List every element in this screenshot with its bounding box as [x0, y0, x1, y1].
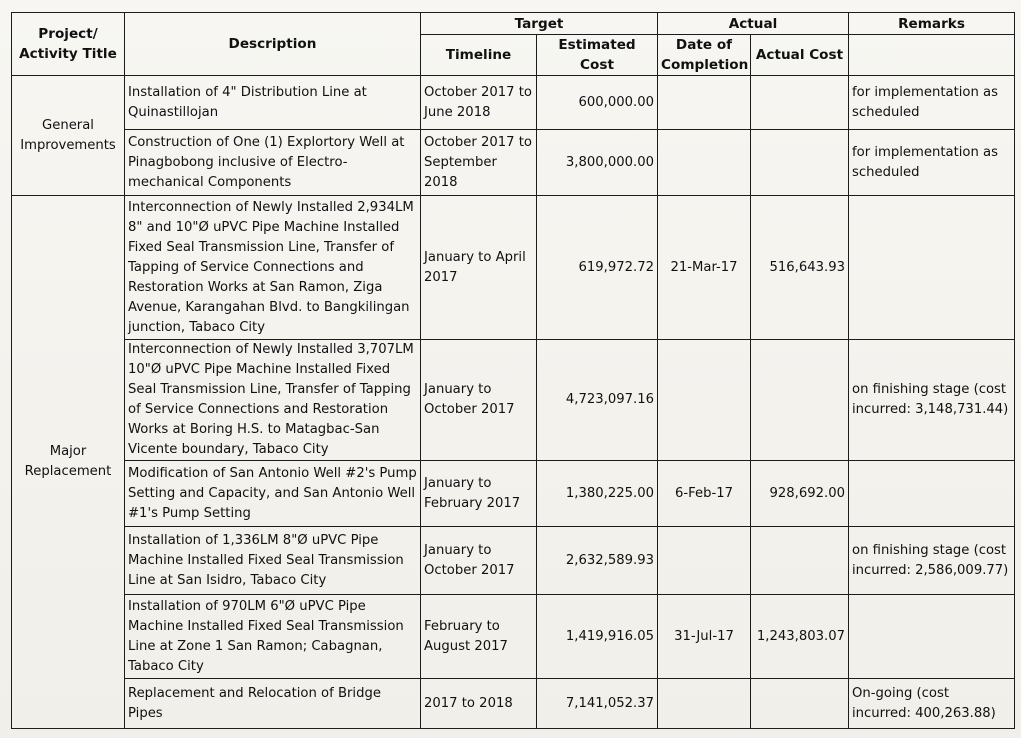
cell-timeline: October 2017 to June 2018 — [421, 76, 537, 130]
group-major-replacement: Major Replacement — [12, 196, 125, 729]
cell-date-of-completion — [658, 679, 751, 729]
table-row — [12, 679, 1015, 729]
cell-date-of-completion: 21-Mar-17 — [658, 196, 751, 340]
header-project-title: Project/ Activity Title — [12, 13, 125, 76]
cell-description: Replacement and Relocation of Bridge Pipes — [125, 679, 421, 729]
cell-timeline: January to October 2017 — [421, 527, 537, 595]
cell-remarks: for implementation as scheduled — [849, 130, 1015, 196]
header-description: Description — [125, 13, 421, 76]
header-timeline: Timeline — [421, 35, 537, 76]
cell-actual-cost — [751, 527, 849, 595]
cell-description: Installation of 4" Distribution Line at Quinastillojan — [125, 76, 421, 130]
cell-actual-cost: 1,243,803.07 — [751, 595, 849, 679]
cell-estimated-cost: 4,723,097.16 — [537, 340, 658, 461]
cell-remarks: on finishing stage (cost incurred: 2,586,009.77) — [849, 527, 1015, 595]
cell-timeline: January to February 2017 — [421, 461, 537, 527]
cell-date-of-completion — [658, 130, 751, 196]
cell-remarks: for implementation as scheduled — [849, 76, 1015, 130]
cell-date-of-completion: 6-Feb-17 — [658, 461, 751, 527]
cell-date-of-completion — [658, 76, 751, 130]
cell-estimated-cost: 1,380,225.00 — [537, 461, 658, 527]
header-row-1 — [12, 13, 1015, 35]
cell-description: Modification of San Antonio Well #2's Pump Setting and Capacity, and San Antonio Well #1's Pump Setting — [125, 461, 421, 527]
cell-timeline: 2017 to 2018 — [421, 679, 537, 729]
cell-actual-cost: 928,692.00 — [751, 461, 849, 527]
cell-estimated-cost: 619,972.72 — [537, 196, 658, 340]
cell-estimated-cost: 1,419,916.05 — [537, 595, 658, 679]
project-table — [11, 12, 1015, 729]
header-date-of-completion: Date of Completion — [658, 35, 751, 76]
header-estimated-cost: Estimated Cost — [537, 35, 658, 76]
header-remarks-blank — [849, 35, 1015, 76]
header-remarks: Remarks — [849, 13, 1015, 35]
cell-remarks — [849, 595, 1015, 679]
cell-timeline: January to April 2017 — [421, 196, 537, 340]
cell-timeline: October 2017 to September 2018 — [421, 130, 537, 196]
cell-remarks: on finishing stage (cost incurred: 3,148,731.44) — [849, 340, 1015, 461]
cell-estimated-cost: 600,000.00 — [537, 76, 658, 130]
cell-actual-cost: 516,643.93 — [751, 196, 849, 340]
table-row — [12, 340, 1015, 461]
cell-actual-cost — [751, 679, 849, 729]
header-actual: Actual — [658, 13, 849, 35]
table-row — [12, 595, 1015, 679]
cell-actual-cost — [751, 130, 849, 196]
table-row — [12, 130, 1015, 196]
cell-remarks — [849, 196, 1015, 340]
cell-actual-cost — [751, 76, 849, 130]
table-row — [12, 461, 1015, 527]
cell-remarks: On-going (cost incurred: 400,263.88) — [849, 679, 1015, 729]
table-row — [12, 196, 1015, 340]
cell-date-of-completion — [658, 340, 751, 461]
cell-estimated-cost: 2,632,589.93 — [537, 527, 658, 595]
cell-date-of-completion — [658, 527, 751, 595]
cell-description: Installation of 1,336LM 8"Ø uPVC Pipe Machine Installed Fixed Seal Transmission Line at San Isidro, Tabaco City — [125, 527, 421, 595]
cell-timeline: January to October 2017 — [421, 340, 537, 461]
cell-description: Interconnection of Newly Installed 2,934LM 8" and 10"Ø uPVC Pipe Machine Installed Fixed Seal Transmission Line, Transfer of Tapping of Service Connections and Restoration Works at San Ramon, Ziga Avenue, Karangahan Blvd. to Bangkilingan junction, Tabaco City — [125, 196, 421, 340]
table-row — [12, 76, 1015, 130]
table-row — [12, 527, 1015, 595]
cell-actual-cost — [751, 340, 849, 461]
cell-description: Installation of 970LM 6"Ø uPVC Pipe Machine Installed Fixed Seal Transmission Line at Zone 1 San Ramon; Cabagnan, Tabaco City — [125, 595, 421, 679]
cell-estimated-cost: 3,800,000.00 — [537, 130, 658, 196]
group-general-improvements: General Improvements — [12, 76, 125, 196]
cell-estimated-cost: 7,141,052.37 — [537, 679, 658, 729]
cell-timeline: February to August 2017 — [421, 595, 537, 679]
cell-date-of-completion: 31-Jul-17 — [658, 595, 751, 679]
cell-remarks — [849, 461, 1015, 527]
header-actual-cost: Actual Cost — [751, 35, 849, 76]
header-target: Target — [421, 13, 658, 35]
cell-description: Construction of One (1) Explortory Well at Pinagbobong inclusive of Electro-mechanical Components — [125, 130, 421, 196]
cell-description: Interconnection of Newly Installed 3,707LM 10"Ø uPVC Pipe Machine Installed Fixed Seal Transmission Line, Transfer of Tapping of Service Connections and Restoration Works at Boring H.S. to Matagbac-San Vicente boundary, Tabaco City — [125, 340, 421, 461]
